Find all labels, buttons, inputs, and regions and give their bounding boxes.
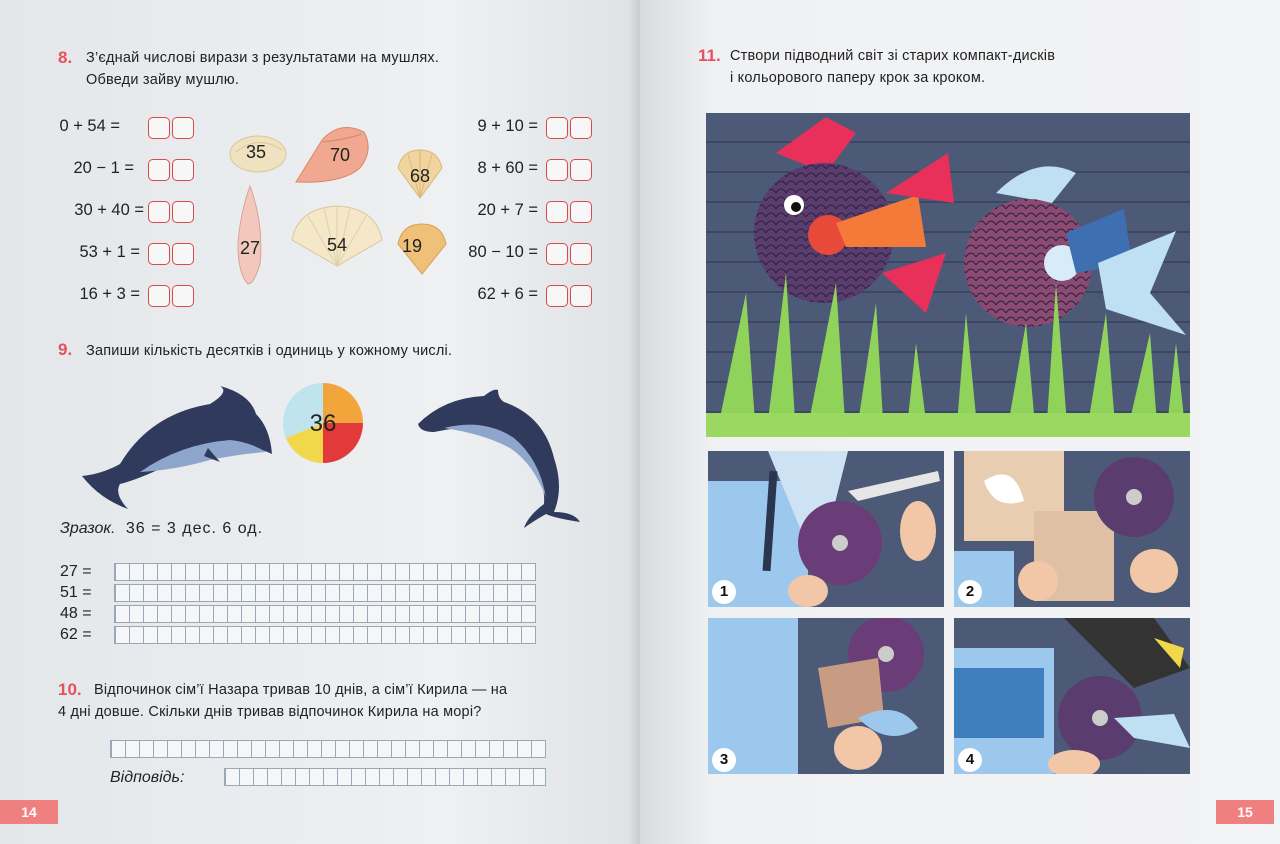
shell-number: 27 xyxy=(239,238,261,258)
ball-number: 36 xyxy=(309,410,337,437)
task9-text: Запиши кількість десятків і одиниць у кожному числі. xyxy=(86,343,453,359)
step-photo-3 xyxy=(708,618,944,774)
step-badge: 4 xyxy=(958,748,982,772)
answer-box[interactable] xyxy=(546,159,592,181)
task10-number: 10. xyxy=(58,680,82,699)
row-label: 27 = xyxy=(60,563,92,580)
row-label: 62 = xyxy=(60,626,92,643)
sample-label: Зразок. xyxy=(60,520,116,537)
dolphin-right-icon xyxy=(414,388,584,530)
expression: 9 + 10 = xyxy=(477,117,538,135)
answer-grid[interactable] xyxy=(224,768,546,786)
expression: 20 − 1 = xyxy=(73,159,134,177)
task11-line2: і кольорового паперу крок за кроком. xyxy=(730,70,986,86)
shell-number: 70 xyxy=(329,145,351,165)
answer-box[interactable] xyxy=(148,117,194,139)
answer-label: Відповідь: xyxy=(110,769,185,786)
shell-number: 54 xyxy=(326,235,348,255)
answer-box[interactable] xyxy=(148,201,194,223)
task8-line1: З’єднай числові вирази з результатами на мушлях. xyxy=(86,50,440,66)
answer-box[interactable] xyxy=(546,243,592,265)
spiral-shell-icon xyxy=(230,184,270,288)
answer-grid[interactable] xyxy=(114,605,536,623)
dolphin-left-icon xyxy=(80,384,276,514)
task11-line1: Створи підводний світ зі старих компакт-дисків xyxy=(730,48,1056,64)
task8-line2: Обведи зайву мушлю. xyxy=(86,72,240,88)
row-label: 51 = xyxy=(60,584,92,601)
step-photo-4 xyxy=(954,618,1190,774)
step-photo-1 xyxy=(708,451,944,607)
answer-box[interactable] xyxy=(148,243,194,265)
answer-grid[interactable] xyxy=(114,584,536,602)
page-number: 15 xyxy=(1216,800,1274,824)
sample-text: 36 = 3 дес. 6 од. xyxy=(125,520,264,537)
expression: 0 + 54 = xyxy=(59,117,120,135)
task8-number: 8. xyxy=(58,48,73,67)
task10-line1: Відпочинок сім’ї Назара тривав 10 днів, а сім’ї Кирила — на xyxy=(94,682,508,698)
step-badge: 1 xyxy=(712,580,736,604)
step-badge: 2 xyxy=(958,580,982,604)
shell-number: 68 xyxy=(409,166,431,186)
answer-grid[interactable] xyxy=(114,563,536,581)
answer-grid[interactable] xyxy=(114,626,536,644)
answer-box[interactable] xyxy=(546,117,592,139)
expression: 53 + 1 = xyxy=(79,243,140,261)
solution-grid[interactable] xyxy=(110,740,546,758)
right-page xyxy=(640,0,1280,844)
sample-line xyxy=(60,520,263,538)
step-photo-2 xyxy=(954,451,1190,607)
craft-fish-photo xyxy=(706,113,1190,437)
answer-box[interactable] xyxy=(148,285,194,307)
task9-number: 9. xyxy=(58,340,73,359)
expression: 80 − 10 = xyxy=(468,243,538,261)
row-label: 48 = xyxy=(60,605,92,622)
task11-number: 11. xyxy=(698,46,721,65)
expression: 16 + 3 = xyxy=(79,285,140,303)
step-badge: 3 xyxy=(712,748,736,772)
expression: 20 + 7 = xyxy=(477,201,538,219)
expression: 30 + 40 = xyxy=(74,201,144,219)
answer-box[interactable] xyxy=(546,285,592,307)
expression: 8 + 60 = xyxy=(477,159,538,177)
page-number: 14 xyxy=(0,800,58,824)
shell-number: 19 xyxy=(401,236,423,256)
answer-box[interactable] xyxy=(546,201,592,223)
task10-line2: 4 дні довше. Скільки днів тривав відпочинок Кирила на морі? xyxy=(58,704,482,720)
answer-box[interactable] xyxy=(148,159,194,181)
shell-number: 35 xyxy=(245,142,267,162)
expression: 62 + 6 = xyxy=(477,285,538,303)
